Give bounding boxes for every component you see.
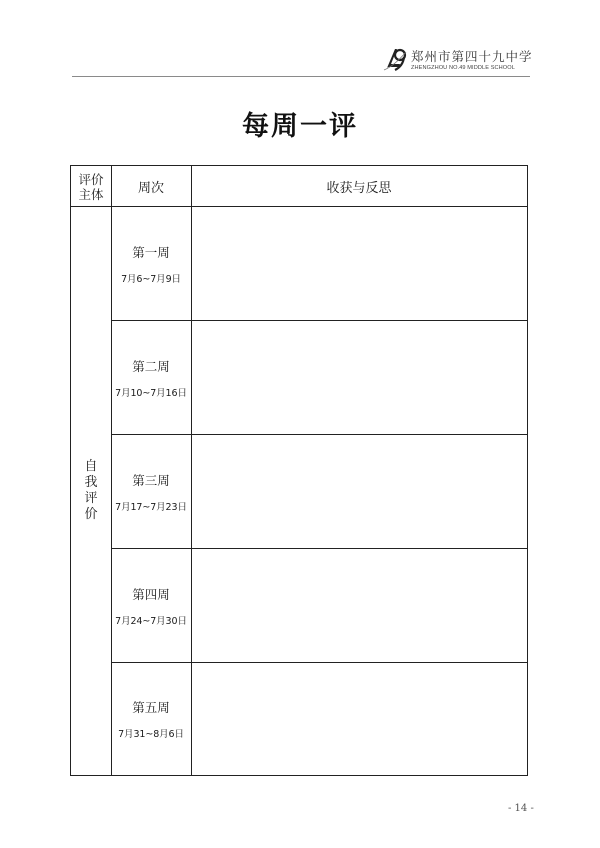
school-name-en: ZHENGZHOU NO.49 MIDDLE SCHOOL xyxy=(411,65,515,71)
week-dates: 7月17~7月23日 xyxy=(115,501,187,513)
week-cell xyxy=(111,435,191,548)
week-name: 第一周 xyxy=(132,244,170,260)
week-name: 第五周 xyxy=(132,700,170,715)
week-cell xyxy=(111,321,191,434)
header-week-label: 周次 xyxy=(137,181,164,196)
page-number: - 14 - xyxy=(508,803,534,814)
week-cell xyxy=(111,663,191,775)
reflection-field[interactable] xyxy=(192,207,527,320)
reflection-field[interactable] xyxy=(192,435,527,548)
subject-char: 自 xyxy=(84,459,98,474)
subject-char: 价 xyxy=(84,507,98,522)
school-logo-icon xyxy=(382,44,408,72)
subject-char: 评 xyxy=(84,491,98,506)
week-dates: 7月10~7月16日 xyxy=(115,387,187,399)
header-subject-label: 评价主体 xyxy=(78,171,104,202)
week-dates: 7月24~7月30日 xyxy=(115,615,187,627)
subject-self-evaluation xyxy=(71,207,111,775)
week-cell xyxy=(111,549,191,662)
header-subject xyxy=(71,166,111,207)
subject-char: 我 xyxy=(84,475,98,490)
reflection-field[interactable] xyxy=(192,549,527,662)
header-reflection-label: 收获与反思 xyxy=(326,181,392,196)
week-name: 第三周 xyxy=(132,472,170,488)
header-divider xyxy=(72,76,530,77)
week-dates: 7月31~8月6日 xyxy=(118,729,184,740)
reflection-field[interactable] xyxy=(192,321,527,434)
weekly-evaluation-table xyxy=(70,165,528,776)
week-dates: 7月6~7月9日 xyxy=(121,273,181,285)
header-week xyxy=(111,166,191,207)
week-cell xyxy=(111,207,191,320)
week-name: 第四周 xyxy=(132,586,170,602)
week-name: 第二周 xyxy=(132,358,170,374)
school-name-cn: 郑州市第四十九中学 xyxy=(411,49,533,64)
reflection-field[interactable] xyxy=(192,663,527,775)
page-title: 每周一评 xyxy=(242,111,358,142)
header-reflection xyxy=(191,166,527,207)
